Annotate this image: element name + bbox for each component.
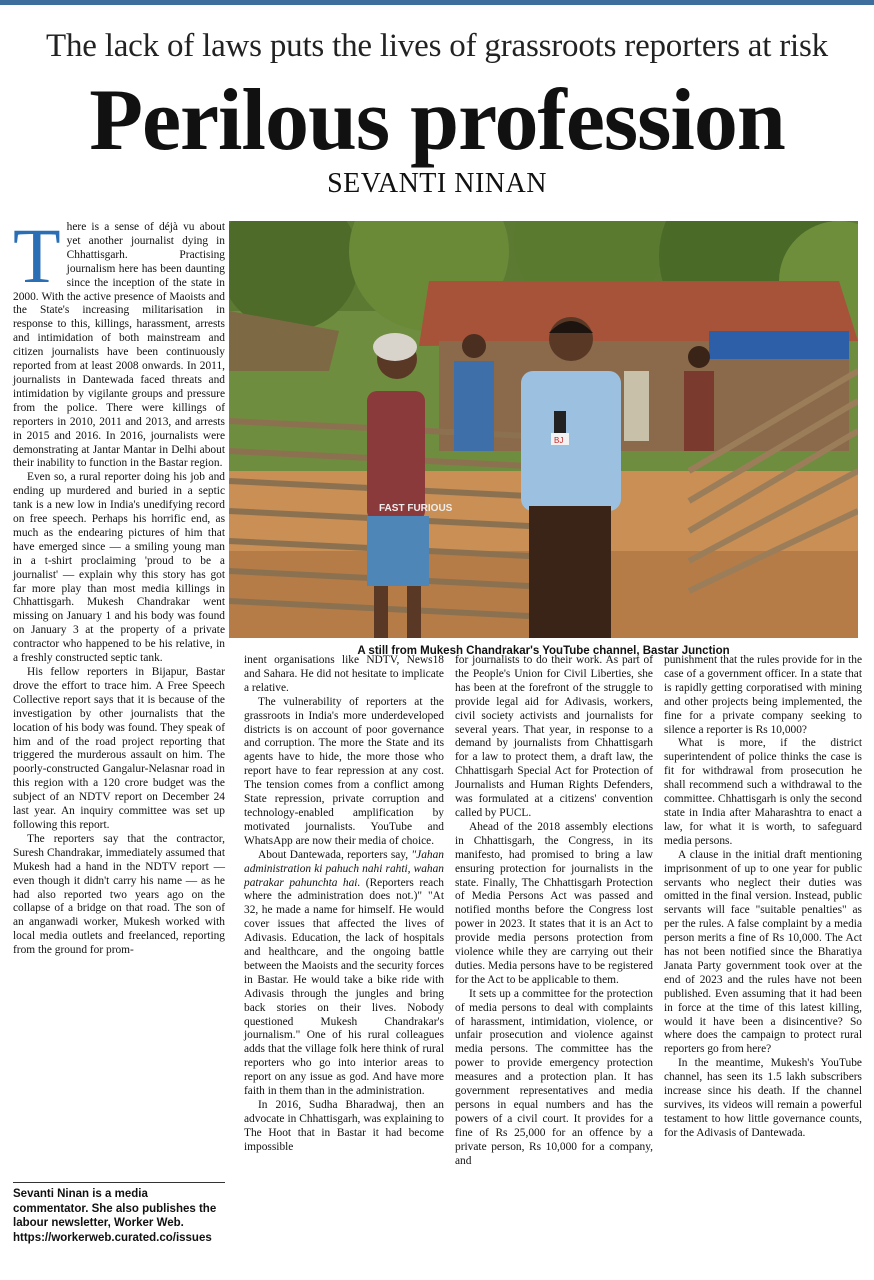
village-scene-illustration	[229, 221, 858, 638]
paragraph: His fellow reporters in Bijapur, Bastar drove the effort to trace him. A Free Speech Collective report says that it is because of the investigation by other journalists that the location of his body was found. They speak of him and of the road project reporting that triggered the murderous assault on him. The poorly-constructed Gangalur-Nelasnar road in this region with a 120 crore budget was the subject of an NDTV report on December 24 last year. An inquiry committee was set up following this report.	[13, 666, 225, 831]
paragraph-text: (Reporters reach where the administration does not.)" "At 32, he made a name for himself. He would cover issues that affected the lives of Adivasis. Education, the lack of hospitals and healthcare, and the ongoing battle between the Maoists and the security forces in Bastar. He would take a bike ride with Adivasis through the jungles and bring back stories on their lives. Nobody questioned Mukesh Chandrakar's journalism." One of his rural colleagues adds that the village folk here think of rural reporters who go into interior areas to report on any issue as god. And have more faith in them than in the administration.	[244, 876, 444, 1098]
drop-cap: T	[13, 212, 61, 299]
byline: SEVANTI NINAN	[327, 168, 547, 199]
article-column-1	[13, 212, 225, 958]
bio-divider	[13, 1182, 225, 1183]
headline: Perilous profession	[89, 72, 785, 169]
article-column-4	[664, 654, 862, 1141]
article-column-2	[244, 654, 444, 1155]
quote-italic: "Jahan administration ki pahuch nahi rahti, wahan patrakar pahunchta hai.	[244, 848, 444, 889]
paragraph: A clause in the initial draft mentioning imprisonment of up to one year for public servants who neglect their duties was omitted in the final version. Instead, public servants will face "suitable penalties" as per the rules. A false complaint by a media person merits a fine of Rs 10,000. The Act has not been notified since the Bharatiya Janata Party government took over at the end of 2023 and the rules have not been published. Even assuming that it had been in force at the time of this latest killing, would it have been a disincentive? So where does the campaign to protect rural reporters go from here?	[664, 848, 862, 1056]
news-photo	[229, 221, 858, 638]
photo-caption: A still from Mukesh Chandrakar's YouTube channel, Bastar Junction	[357, 645, 730, 657]
paragraph: It sets up a committee for the protection of media persons to deal with complaints of harassment, intimidation, violence, or unfair prosecution and violence against media persons. The committee has the power to provide emergency protection measures and a protection plan. It has government representatives and media persons in equal numbers and has the powers of a civil court. It provides for a fine of Rs 25,000 for an offence by a private person, Rs 10,000 for a company, and	[455, 987, 653, 1167]
article-column-3	[455, 654, 653, 1169]
paragraph: for journalists to do their work. As part of the People's Union for Civil Liberties, she has been at the forefront of the struggle to provide legal aid for Adivasis, workers, civil society activists and journalists for several years. That year, in response to a demand by journalists from Chhattisgarh for a law to protect them, a draft law, the Chhattisgarh Special Act for Protection of Journalists and Human Rights Defenders, was formulated at a citizens' convention called by PUCL.	[455, 654, 653, 819]
paragraph: In 2016, Sudha Bharadwaj, then an advocate in Chhattisgarh, was explaining to The Hoot that in Bastar it had become impossible	[244, 1099, 444, 1153]
top-border	[0, 0, 874, 5]
paragraph: Even so, a rural reporter doing his job and ending up murdered and buried in a septic tank is a new low in India's unedifying record on free speech. Perhaps his horrific end, as much as the endearing pictures of him that have emerged since — a smiling young man in a t-shirt proclaiming 'proud to be a journalist' — explain why this story has got far more play than most media killings in Chhattisgarh. Mukesh Chandrakar went missing on January 1 and his body was found on January 3 at the property of a private contractor who happened to be his relative, in a freshly constructed septic tank.	[13, 471, 225, 665]
paragraph: In the meantime, Mukesh's YouTube channel, has seen its 1.5 lakh subscribers increase since his death. If the channel survives, its videos will remain a powerful testament to how little governance counts, for the Adivasis of Dantewada.	[664, 1057, 862, 1139]
paragraph: What is more, if the district superintendent of police thinks the case is fit for withdrawal from prosecution he shall recommend such a withdrawal to the committee. Chhattisgarh is only the second state in India after Maharashtra to enact a law, for what it is worth, to safeguard media persons.	[664, 737, 862, 847]
paragraph: Ahead of the 2018 assembly elections in Chhattisgarh, the Congress, in its manifesto, had promised to bring a law ensuring protection for journalists in the state. Finally, The Chhattisgarh Protection of Media Persons Act was passed and notified months before the Congress lost power in 2023. It states that it is an Act to provide media persons protection from violence while they are carrying out their duties. Media persons have to be registered for the Act to be applicable to them.	[455, 820, 653, 986]
paragraph-text: About Dantewada, reporters say,	[258, 848, 412, 861]
paragraph: punishment that the rules provide for in the case of a government officer. In a state that is rapidly getting corporatised with mining and other projects being implemented, the fine for a private company seeking to silence a reporter is Rs 10,000?	[664, 654, 862, 736]
paragraph	[13, 212, 225, 471]
paragraph-text: here is a sense of déjà vu about yet another journalist dying in Chhattisgarh. Practising journalism here has been daunting since the inception of the state in 2000. With the active presence of Maoists and the State's increasing militarisation in response to this, killings, harassment, arrests and intimidation of both mainstream and citizen journalists have been continuously reported from at least 2008 onwards. In 2011, journalists in Dantewada faced threats and intimidation by vigilante groups and pressure from the police. There were killings of reporters in 2010, 2011 and 2013, and arrests in 2015 and 2016. In 2016, journalists were demonstrating at Jantar Mantar in Delhi about their inability to function in the Bastar region.	[13, 221, 225, 470]
paragraph: The vulnerability of reporters at the grassroots in India's more underdeveloped districts is on account of poor governance and corruption. The more the State and its agents have to hide, the more those who report have to fear repression at any cost. The tension comes from a conflict among State repression, private corruption and technology-enabled amplification by motivated journalists. YouTube and WhatsApp are now their media of choice.	[244, 695, 444, 847]
paragraph: The reporters say that the contractor, Suresh Chandrakar, immediately assumed that Mukesh had a hand in the NDTV report — even though it didn't carry his name — as he had also reported two years ago on the collapse of a bridge on that road. The son of an anganwadi worker, Mukesh worked with local media outlets and freelanced, reporting from the ground for prom-	[13, 832, 225, 957]
kicker: The lack of laws puts the lives of grassroots reporters at risk	[46, 28, 828, 64]
paragraph	[244, 849, 444, 1099]
author-bio: Sevanti Ninan is a media commentator. She also publishes the labour newsletter, Worker Web. https://workerweb.curated.co/issues	[13, 1188, 217, 1244]
paragraph: inent organisations like NDTV, News18 and Sahara. He did not hesitate to implicate a relative.	[244, 654, 444, 694]
shirt-text: FAST FURIOUS	[379, 503, 453, 514]
mic-label: BJ	[554, 436, 564, 445]
